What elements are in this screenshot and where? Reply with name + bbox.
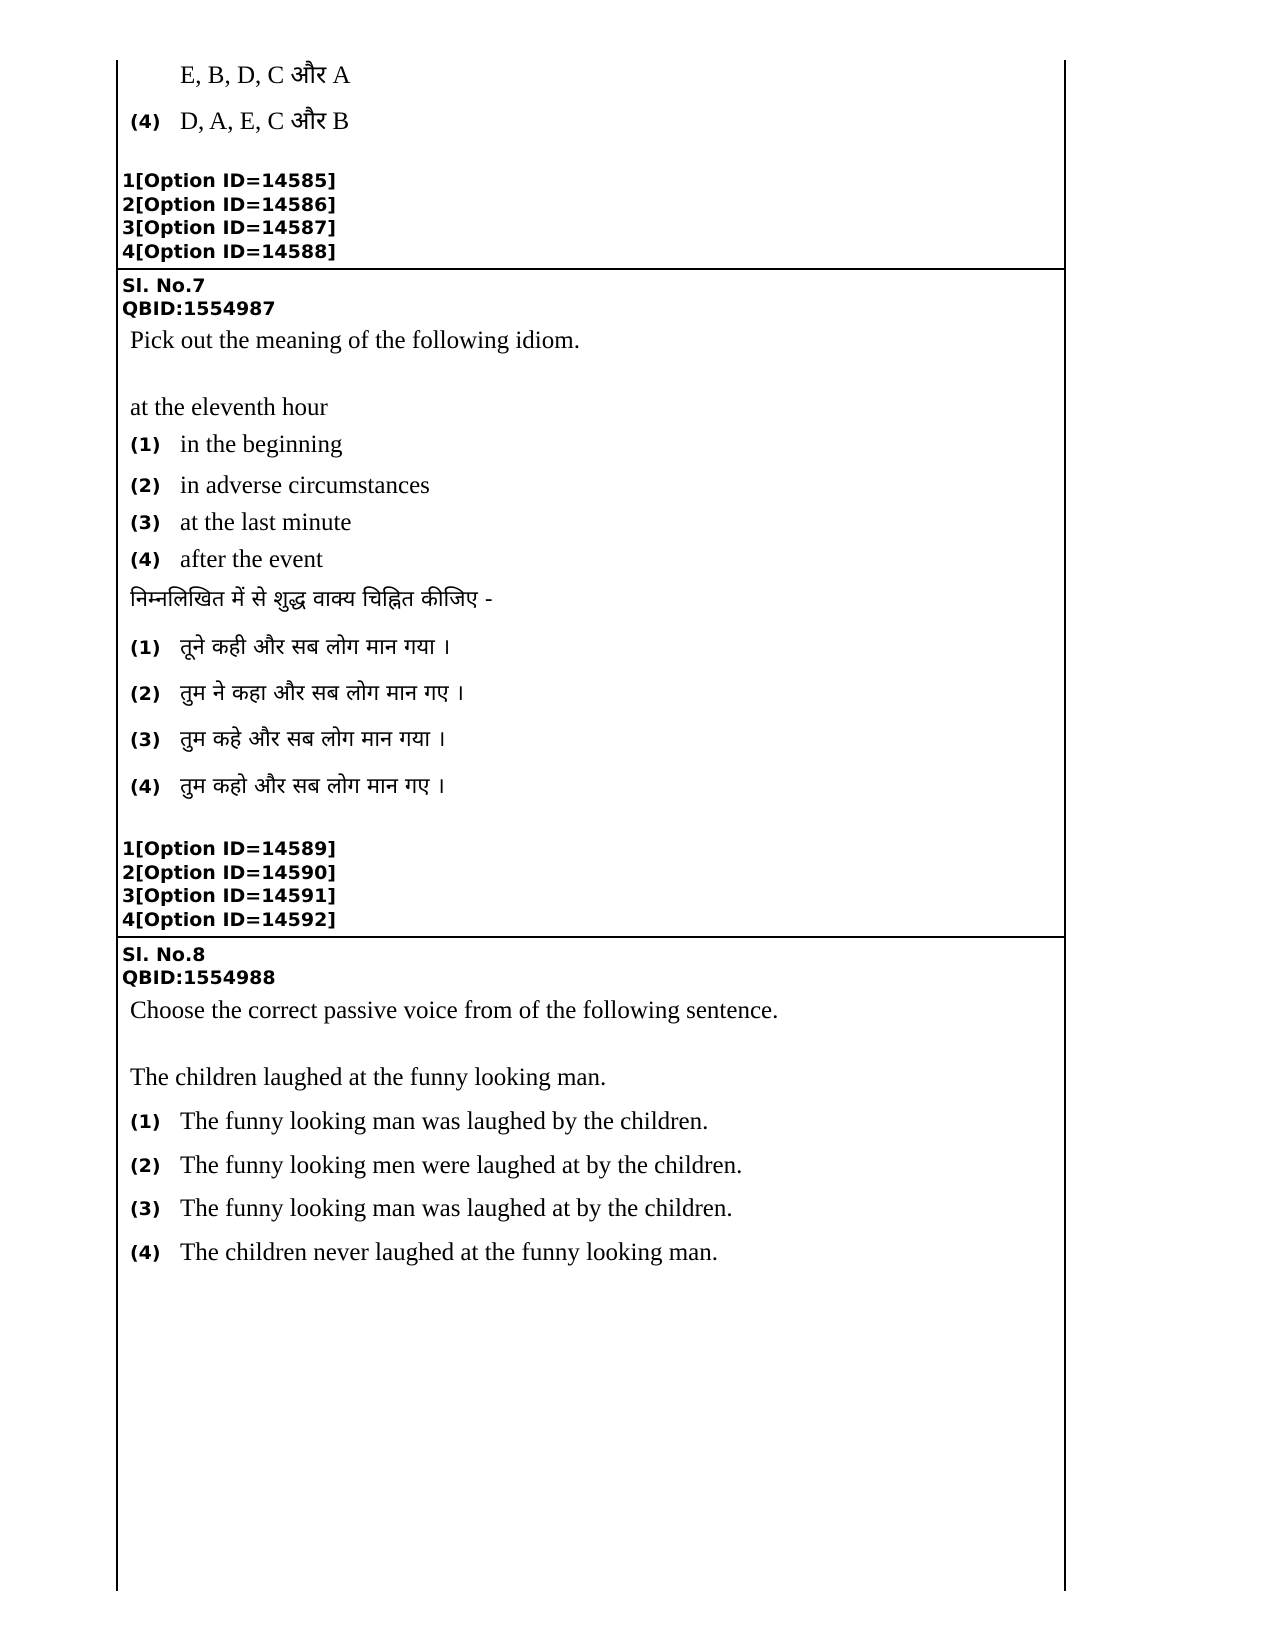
q7-hindi-option-3-text: तुम कहे और सब लोग मान गया ।: [180, 727, 446, 752]
q7-hindi-prompt: निम्नलिखित में से शुद्ध वाक्य चिह्नित कीजिए -: [130, 587, 493, 612]
q7-option-1-number: (1): [130, 434, 161, 456]
q7-option-2-text: in adverse circumstances: [180, 472, 430, 499]
q7-option-2-number: (2): [130, 475, 161, 497]
q7-option-4-text: after the event: [180, 546, 323, 573]
option-id: 2[Option ID=14586]: [122, 193, 336, 216]
q8-option-4-text: The children never laughed at the funny looking man.: [180, 1239, 719, 1266]
q7-serial-number: Sl. No.7: [122, 275, 206, 297]
q7-option-3-text: at the last minute: [180, 509, 352, 536]
q8-option-1-number: (1): [130, 1111, 161, 1133]
q8-prompt: Choose the correct passive voice from of the following sentence.: [130, 997, 779, 1024]
option-id: 1[Option ID=14589]: [122, 838, 336, 860]
q7-hindi-option-1-text: तूने कही और सब लोग मान गया ।: [180, 635, 451, 660]
prev-option-3-continuation: E, B, D, C और A: [180, 62, 351, 89]
q8-qbid: QBID:1554988: [122, 967, 276, 989]
q7-idiom: at the eleventh hour: [130, 394, 328, 421]
q7-hindi-option-2-text: तुम ने कहा और सब लोग मान गए ।: [180, 681, 465, 706]
q7-qbid: QBID:1554987: [122, 298, 276, 320]
q8-option-2-number: (2): [130, 1155, 161, 1177]
question-divider: [116, 936, 1066, 938]
q8-serial-number: Sl. No.8: [122, 944, 206, 966]
q8-option-2-text: The funny looking men were laughed at by the children.: [180, 1152, 743, 1179]
prev-option-4-text: D, A, E, C और B: [180, 108, 350, 135]
option-id: 3[Option ID=14587]: [122, 217, 336, 239]
q8-option-3-number: (3): [130, 1198, 161, 1220]
page-frame: [116, 60, 1066, 1591]
q7-option-4-number: (4): [130, 549, 161, 571]
q8-option-4-number: (4): [130, 1242, 161, 1264]
q7-option-1-text: in the beginning: [180, 431, 343, 458]
q7-hindi-option-1-number: (1): [130, 637, 161, 659]
option-id: 4[Option ID=14592]: [122, 908, 336, 931]
option-id: 4[Option ID=14588]: [122, 240, 336, 263]
option-id: 1[Option ID=14585]: [122, 170, 336, 192]
prev-option-4-number: (4): [130, 111, 161, 133]
q7-hindi-option-2-number: (2): [130, 683, 161, 705]
q7-prompt: Pick out the meaning of the following idiom.: [130, 327, 580, 354]
option-id: 3[Option ID=14591]: [122, 885, 336, 907]
q7-option-id-list: [122, 838, 336, 932]
prev-option-id-list: [122, 170, 336, 264]
q7-hindi-option-4-number: (4): [130, 776, 161, 798]
q7-hindi-option-3-number: (3): [130, 729, 161, 751]
option-id: 2[Option ID=14590]: [122, 861, 336, 884]
q7-hindi-option-4-text: तुम कहो और सब लोग मान गए ।: [180, 774, 445, 799]
question-divider: [116, 268, 1066, 270]
q8-option-1-text: The funny looking man was laughed by the children.: [180, 1108, 709, 1135]
q8-option-3-text: The funny looking man was laughed at by the children.: [180, 1195, 733, 1222]
q8-sentence: The children laughed at the funny looking man.: [130, 1064, 607, 1091]
q7-option-3-number: (3): [130, 512, 161, 534]
